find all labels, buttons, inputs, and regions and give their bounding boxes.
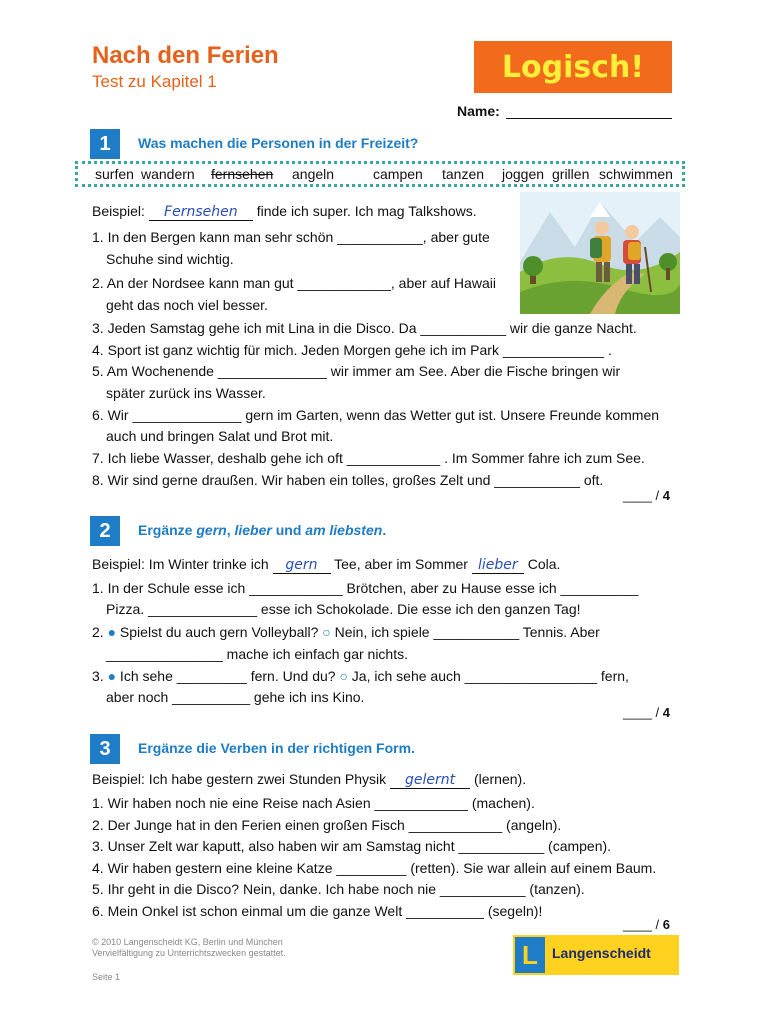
section-3-badge: 3 [90,734,120,764]
logisch-logo: Logisch! [474,41,672,93]
section-2-example: Beispiel: Im Winter trinke ich gern Tee, aber im Sommer lieber Cola. [92,556,561,573]
section-2-score: ____ / 4 [623,705,670,720]
s1-item-5-cont: später zurück ins Wasser. [106,385,266,401]
s3-item-1: 1. Wir haben noch nie eine Reise nach Asien ____________ (machen). [92,795,535,811]
s3-item-5: 5. Ihr geht in die Disco? Nein, danke. Ich habe noch nie ___________ (tanzen). [92,881,585,897]
page-title: Nach den Ferien [92,42,279,69]
s2-item-2: 2. ● Spielst du auch gern Volleyball? ○ Nein, ich spiele ___________ Tennis. Aber [92,624,600,640]
section-1-example: Beispiel: Fernsehen finde ich super. Ich mag Talkshows. [92,203,477,220]
s1-item-5: 5. Am Wochenende ______________ wir immer am See. Aber die Fische bringen wir [92,363,621,379]
s1-item-4: 4. Sport ist ganz wichtig für mich. Jeden Morgen gehe ich im Park _____________ . [92,342,612,358]
s2-item-1-cont: Pizza. ______________ esse ich Schokolade. Die esse ich den ganzen Tag! [106,601,581,617]
word-angeln: angeln [292,166,335,182]
word-wandern: wandern [141,166,195,182]
section-1-badge: 1 [90,129,120,159]
page-number: Seite 1 [92,972,121,982]
section-1-title: Was machen die Personen in der Freizeit? [138,135,419,151]
section-3-title: Ergänze die Verben in der richtigen Form. [138,740,415,756]
name-field-line[interactable] [506,118,672,119]
s3-item-4: 4. Wir haben gestern eine kleine Katze _________ (retten). Sie war allein auf einem Baum. [92,860,657,876]
word-campen: campen [373,166,423,182]
s2-item-3: 3. ● Ich sehe _________ fern. Und du? ○ Ja, ich sehe auch _________________ fern, [92,668,629,684]
s1-item-2: 2. An der Nordsee kann man gut ____________, aber auf Hawaii [92,275,496,291]
langenscheidt-mark-icon: L [515,937,545,973]
footer-copyright: © 2010 Langenscheidt KG, Berlin und München Vervielfältigung zu Unterrichtszwecken gestattet. [92,937,286,958]
word-joggen: joggen [502,166,545,182]
langenscheidt-brand: Langenscheidt [552,945,651,961]
s1-item-7: 7. Ich liebe Wasser, deshalb gehe ich oft ____________ . Im Sommer fahre ich zum See. [92,450,645,466]
s3-item-2: 2. Der Junge hat in den Ferien einen großen Fisch ____________ (angeln). [92,817,562,833]
section-1-score: ____ / 4 [623,488,670,503]
s3-item-6: 6. Mein Onkel ist schon einmal um die ganze Welt __________ (segeln)! [92,903,543,919]
s1-item-3: 3. Jeden Samstag gehe ich mit Lina in die Disco. Da ___________ wir die ganze Nacht. [92,320,637,336]
example-answer-gelernt: gelernt [390,773,470,789]
s2-item-3-cont: aber noch __________ gehe ich ins Kino. [106,689,365,705]
word-surfen: surfen [95,166,134,182]
bullet-open-icon: ○ [339,668,348,684]
example-answer: Fernsehen [149,205,253,221]
section-2-badge: 2 [90,516,120,546]
s1-item-1: 1. In den Bergen kann man sehr schön ___________, aber gute [92,229,490,245]
s1-item-6-cont: auch und bringen Salat und Brot mit. [106,428,334,444]
example-answer-gern: gern [273,558,331,574]
s1-item-1-cont: Schuhe sind wichtig. [106,251,234,267]
s1-item-6: 6. Wir ______________ gern im Garten, wenn das Wetter gut ist. Unsere Freunde kommen [92,407,660,423]
example-answer-lieber: lieber [472,558,524,574]
bullet-open-icon: ○ [322,624,331,640]
word-fernsehen: fernsehen [211,166,274,182]
s1-item-2-cont: geht das noch viel besser. [106,297,268,313]
bullet-filled-icon: ● [107,624,117,640]
s3-item-3: 3. Unser Zelt war kaputt, also haben wir am Samstag nicht ___________ (campen). [92,838,612,854]
page-subtitle: Test zu Kapitel 1 [92,72,217,91]
hikers-illustration [520,192,680,314]
section-2-title: Ergänze gern, lieber und am liebsten. [138,522,387,538]
section-3-example: Beispiel: Ich habe gestern zwei Stunden Physik gelernt (lernen). [92,771,527,788]
s2-item-1: 1. In der Schule esse ich ____________ Brötchen, aber zu Hause esse ich __________ [92,580,639,596]
word-tanzen: tanzen [442,166,485,182]
name-label: Name: [457,103,500,119]
bullet-filled-icon: ● [107,668,117,684]
section-3-score: ____ / 6 [623,917,670,932]
s1-item-8: 8. Wir sind gerne draußen. Wir haben ein tolles, großes Zelt und ___________ oft. [92,472,604,488]
word-grillen: grillen [552,166,590,182]
s2-item-2-cont: _______________ mache ich einfach gar nichts. [106,646,408,662]
word-schwimmen: schwimmen [599,166,673,182]
